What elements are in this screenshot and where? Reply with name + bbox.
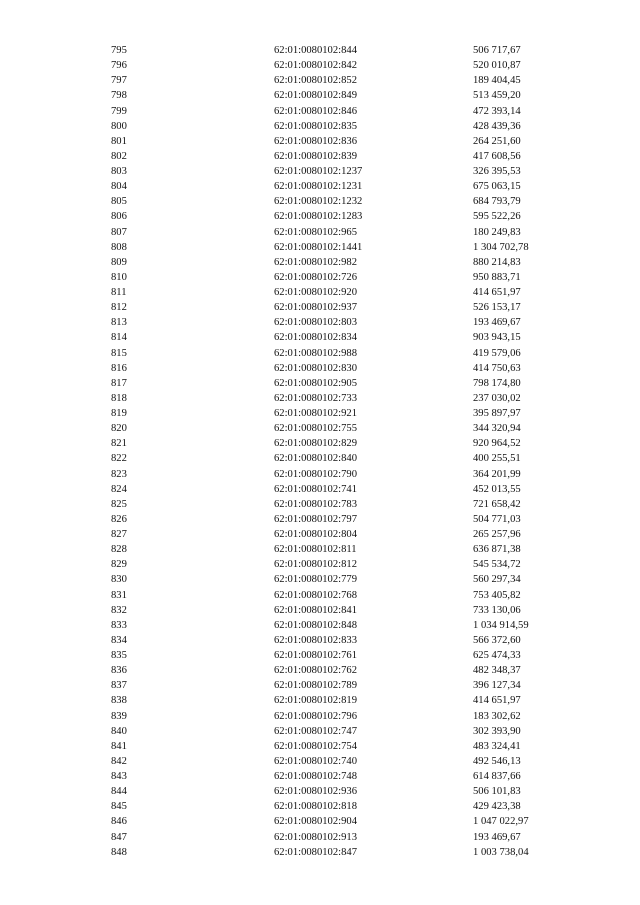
row-number-cell: 797 xyxy=(111,75,127,87)
cadastral-value-cell: 614 837,66 xyxy=(473,771,521,782)
table-row xyxy=(0,242,640,257)
cadastral-number-cell: 62:01:0080102:1237 xyxy=(274,166,363,177)
table-row xyxy=(0,801,640,816)
cadastral-value-cell: 414 651,97 xyxy=(473,287,521,298)
cadastral-value-cell: 950 883,71 xyxy=(473,271,521,283)
table-row xyxy=(0,378,640,393)
cadastral-number-cell: 62:01:0080102:779 xyxy=(274,574,357,586)
row-number-cell: 821 xyxy=(111,438,127,450)
cadastral-value-cell: 428 439,36 xyxy=(473,120,521,132)
cadastral-value-cell: 193 469,67 xyxy=(473,831,521,843)
table-row xyxy=(0,453,640,468)
cadastral-number-cell: 62:01:0080102:846 xyxy=(274,105,357,117)
table-row xyxy=(0,181,640,196)
cadastral-number-cell: 62:01:0080102:839 xyxy=(274,150,357,162)
cadastral-number-cell: 62:01:0080102:833 xyxy=(274,634,357,646)
cadastral-value-cell: 903 943,15 xyxy=(473,332,521,344)
row-number-cell: 823 xyxy=(111,468,127,480)
row-number-cell: 819 xyxy=(111,408,127,419)
row-number-cell: 838 xyxy=(111,695,127,707)
row-number-cell: 843 xyxy=(111,771,127,782)
table-row xyxy=(0,60,640,75)
row-number-cell: 820 xyxy=(111,423,127,435)
row-number-cell: 803 xyxy=(111,166,127,177)
cadastral-value-cell: 472 393,14 xyxy=(473,105,521,117)
cadastral-number-cell: 62:01:0080102:1283 xyxy=(274,211,363,223)
cadastral-number-cell: 62:01:0080102:811 xyxy=(274,544,357,556)
cadastral-number-cell: 62:01:0080102:796 xyxy=(274,710,357,722)
row-number-cell: 840 xyxy=(111,725,127,737)
cadastral-number-cell: 62:01:0080102:747 xyxy=(274,725,357,737)
row-number-cell: 825 xyxy=(111,498,127,510)
row-number-cell: 811 xyxy=(111,287,127,298)
row-number-cell: 822 xyxy=(111,453,127,465)
row-number-cell: 829 xyxy=(111,559,127,571)
cadastral-number-cell: 62:01:0080102:812 xyxy=(274,559,357,571)
cadastral-value-cell: 419 579,06 xyxy=(473,347,521,359)
cadastral-number-cell: 62:01:0080102:841 xyxy=(274,604,357,616)
table-row xyxy=(0,544,640,559)
cadastral-value-cell: 400 255,51 xyxy=(473,453,521,465)
cadastral-number-cell: 62:01:0080102:920 xyxy=(274,287,357,298)
table-row xyxy=(0,348,640,363)
row-number-cell: 816 xyxy=(111,362,127,374)
cadastral-number-cell: 62:01:0080102:830 xyxy=(274,362,357,374)
table-row xyxy=(0,605,640,620)
cadastral-value-cell: 1 003 738,04 xyxy=(473,846,529,858)
cadastral-number-cell: 62:01:0080102:768 xyxy=(274,589,357,601)
table-row xyxy=(0,484,640,499)
cadastral-number-cell: 62:01:0080102:936 xyxy=(274,786,357,798)
row-number-cell: 830 xyxy=(111,574,127,586)
cadastral-value-cell: 1 047 022,97 xyxy=(473,816,529,828)
cadastral-value-cell: 798 174,80 xyxy=(473,377,521,389)
cadastral-value-cell: 513 459,20 xyxy=(473,90,521,102)
table-row xyxy=(0,45,640,60)
cadastral-value-cell: 545 534,72 xyxy=(473,559,521,571)
cadastral-number-cell: 62:01:0080102:842 xyxy=(274,60,357,72)
cadastral-number-cell: 62:01:0080102:848 xyxy=(274,619,357,631)
row-number-cell: 839 xyxy=(111,710,127,722)
cadastral-number-cell: 62:01:0080102:904 xyxy=(274,816,357,828)
cadastral-number-cell: 62:01:0080102:789 xyxy=(274,680,357,692)
table-row xyxy=(0,332,640,347)
cadastral-value-cell: 183 302,62 xyxy=(473,710,521,722)
row-number-cell: 818 xyxy=(111,392,127,404)
row-number-cell: 848 xyxy=(111,846,127,858)
cadastral-number-cell: 62:01:0080102:1231 xyxy=(274,181,363,193)
cadastral-value-cell: 482 348,37 xyxy=(473,665,521,677)
table-row xyxy=(0,136,640,151)
row-number-cell: 846 xyxy=(111,816,127,828)
table-row xyxy=(0,499,640,514)
row-number-cell: 844 xyxy=(111,786,127,798)
table-row xyxy=(0,832,640,847)
table-row xyxy=(0,90,640,105)
row-number-cell: 836 xyxy=(111,665,127,677)
table-row xyxy=(0,786,640,801)
cadastral-number-cell: 62:01:0080102:1232 xyxy=(274,196,363,208)
cadastral-number-cell: 62:01:0080102:761 xyxy=(274,650,357,661)
row-number-cell: 827 xyxy=(111,529,127,540)
cadastral-value-cell: 492 546,13 xyxy=(473,755,521,767)
cadastral-number-cell: 62:01:0080102:762 xyxy=(274,665,357,677)
cadastral-value-cell: 417 608,56 xyxy=(473,150,521,162)
cadastral-value-cell: 880 214,83 xyxy=(473,256,521,268)
cadastral-value-cell: 264 251,60 xyxy=(473,135,521,147)
cadastral-number-cell: 62:01:0080102:819 xyxy=(274,695,357,707)
cadastral-number-cell: 62:01:0080102:829 xyxy=(274,438,357,450)
cadastral-number-cell: 62:01:0080102:1441 xyxy=(274,241,363,253)
cadastral-number-cell: 62:01:0080102:982 xyxy=(274,256,357,268)
table-row xyxy=(0,741,640,756)
cadastral-number-cell: 62:01:0080102:804 xyxy=(274,529,357,540)
table-row xyxy=(0,257,640,272)
cadastral-number-cell: 62:01:0080102:818 xyxy=(274,801,357,813)
table-row xyxy=(0,317,640,332)
row-number-cell: 802 xyxy=(111,150,127,162)
cadastral-value-cell: 675 063,15 xyxy=(473,181,521,193)
table-row xyxy=(0,196,640,211)
row-number-cell: 809 xyxy=(111,256,127,268)
cadastral-value-cell: 636 871,38 xyxy=(473,544,521,556)
cadastral-value-cell: 414 651,97 xyxy=(473,695,521,707)
table-row xyxy=(0,756,640,771)
cadastral-value-cell: 414 750,63 xyxy=(473,362,521,374)
row-number-cell: 800 xyxy=(111,120,127,132)
row-number-cell: 808 xyxy=(111,241,127,253)
table-row xyxy=(0,620,640,635)
cadastral-value-cell: 506 101,83 xyxy=(473,786,521,798)
cadastral-number-cell: 62:01:0080102:740 xyxy=(274,755,357,767)
row-number-cell: 835 xyxy=(111,650,127,661)
table-row xyxy=(0,469,640,484)
row-number-cell: 826 xyxy=(111,513,127,525)
cadastral-value-table xyxy=(0,45,640,862)
table-row xyxy=(0,726,640,741)
cadastral-number-cell: 62:01:0080102:836 xyxy=(274,135,357,147)
table-row xyxy=(0,211,640,226)
row-number-cell: 828 xyxy=(111,544,127,556)
cadastral-number-cell: 62:01:0080102:937 xyxy=(274,302,357,314)
row-number-cell: 817 xyxy=(111,377,127,389)
row-number-cell: 824 xyxy=(111,483,127,495)
cadastral-number-cell: 62:01:0080102:797 xyxy=(274,513,357,525)
table-row xyxy=(0,423,640,438)
row-number-cell: 805 xyxy=(111,196,127,208)
row-number-cell: 842 xyxy=(111,755,127,767)
table-row xyxy=(0,514,640,529)
table-row xyxy=(0,665,640,680)
table-row xyxy=(0,650,640,665)
cadastral-value-cell: 326 395,53 xyxy=(473,166,521,177)
cadastral-value-cell: 733 130,06 xyxy=(473,604,521,616)
cadastral-number-cell: 62:01:0080102:840 xyxy=(274,453,357,465)
row-number-cell: 806 xyxy=(111,211,127,223)
table-row xyxy=(0,695,640,710)
cadastral-value-cell: 520 010,87 xyxy=(473,60,521,72)
table-row xyxy=(0,590,640,605)
table-row xyxy=(0,302,640,317)
cadastral-value-cell: 1 304 702,78 xyxy=(473,241,529,253)
table-row xyxy=(0,393,640,408)
cadastral-value-cell: 684 793,79 xyxy=(473,196,521,208)
table-row xyxy=(0,771,640,786)
cadastral-value-cell: 1 034 914,59 xyxy=(473,619,529,631)
cadastral-value-cell: 189 404,45 xyxy=(473,75,521,87)
cadastral-number-cell: 62:01:0080102:835 xyxy=(274,120,357,132)
cadastral-value-cell: 193 469,67 xyxy=(473,317,521,329)
table-row xyxy=(0,151,640,166)
table-row xyxy=(0,574,640,589)
table-row xyxy=(0,438,640,453)
cadastral-number-cell: 62:01:0080102:852 xyxy=(274,75,357,87)
cadastral-value-cell: 566 372,60 xyxy=(473,634,521,646)
table-row xyxy=(0,166,640,181)
cadastral-number-cell: 62:01:0080102:905 xyxy=(274,377,357,389)
cadastral-value-cell: 920 964,52 xyxy=(473,438,521,450)
cadastral-number-cell: 62:01:0080102:913 xyxy=(274,831,357,843)
table-row xyxy=(0,816,640,831)
cadastral-value-cell: 625 474,33 xyxy=(473,650,521,661)
cadastral-number-cell: 62:01:0080102:834 xyxy=(274,332,357,344)
table-row xyxy=(0,408,640,423)
row-number-cell: 796 xyxy=(111,60,127,72)
cadastral-value-cell: 396 127,34 xyxy=(473,680,521,692)
table-row xyxy=(0,227,640,242)
table-row xyxy=(0,635,640,650)
cadastral-number-cell: 62:01:0080102:741 xyxy=(274,483,357,495)
cadastral-value-cell: 180 249,83 xyxy=(473,226,521,238)
cadastral-value-cell: 560 297,34 xyxy=(473,574,521,586)
cadastral-number-cell: 62:01:0080102:844 xyxy=(274,45,357,56)
row-number-cell: 795 xyxy=(111,45,127,56)
row-number-cell: 812 xyxy=(111,302,127,314)
row-number-cell: 799 xyxy=(111,105,127,117)
table-row xyxy=(0,680,640,695)
table-row xyxy=(0,559,640,574)
cadastral-value-cell: 364 201,99 xyxy=(473,468,521,480)
cadastral-number-cell: 62:01:0080102:726 xyxy=(274,271,357,283)
cadastral-value-cell: 344 320,94 xyxy=(473,423,521,435)
cadastral-number-cell: 62:01:0080102:783 xyxy=(274,498,357,510)
cadastral-value-cell: 526 153,17 xyxy=(473,302,521,314)
row-number-cell: 807 xyxy=(111,226,127,238)
table-row xyxy=(0,75,640,90)
row-number-cell: 841 xyxy=(111,740,127,752)
cadastral-value-cell: 265 257,96 xyxy=(473,529,521,540)
cadastral-value-cell: 237 030,02 xyxy=(473,392,521,404)
cadastral-number-cell: 62:01:0080102:754 xyxy=(274,740,357,752)
cadastral-number-cell: 62:01:0080102:921 xyxy=(274,408,357,419)
cadastral-value-cell: 504 771,03 xyxy=(473,513,521,525)
cadastral-value-cell: 395 897,97 xyxy=(473,408,521,419)
table-row xyxy=(0,529,640,544)
row-number-cell: 831 xyxy=(111,589,127,601)
table-row xyxy=(0,272,640,287)
row-number-cell: 801 xyxy=(111,135,127,147)
cadastral-value-cell: 483 324,41 xyxy=(473,740,521,752)
cadastral-value-cell: 302 393,90 xyxy=(473,725,521,737)
table-row xyxy=(0,363,640,378)
cadastral-number-cell: 62:01:0080102:755 xyxy=(274,423,357,435)
cadastral-number-cell: 62:01:0080102:790 xyxy=(274,468,357,480)
cadastral-value-cell: 721 658,42 xyxy=(473,498,521,510)
row-number-cell: 832 xyxy=(111,604,127,616)
table-row xyxy=(0,711,640,726)
cadastral-value-cell: 753 405,82 xyxy=(473,589,521,601)
row-number-cell: 810 xyxy=(111,271,127,283)
table-row xyxy=(0,106,640,121)
cadastral-number-cell: 62:01:0080102:965 xyxy=(274,226,357,238)
row-number-cell: 813 xyxy=(111,317,127,329)
row-number-cell: 815 xyxy=(111,347,127,359)
cadastral-value-cell: 595 522,26 xyxy=(473,211,521,223)
row-number-cell: 833 xyxy=(111,619,127,631)
cadastral-number-cell: 62:01:0080102:847 xyxy=(274,846,357,858)
cadastral-number-cell: 62:01:0080102:733 xyxy=(274,392,357,404)
cadastral-value-cell: 429 423,38 xyxy=(473,801,521,813)
cadastral-number-cell: 62:01:0080102:988 xyxy=(274,347,357,359)
cadastral-value-cell: 452 013,55 xyxy=(473,483,521,495)
row-number-cell: 837 xyxy=(111,680,127,692)
table-row xyxy=(0,287,640,302)
cadastral-number-cell: 62:01:0080102:849 xyxy=(274,90,357,102)
row-number-cell: 804 xyxy=(111,181,127,193)
row-number-cell: 798 xyxy=(111,90,127,102)
cadastral-value-cell: 506 717,67 xyxy=(473,45,521,56)
row-number-cell: 834 xyxy=(111,634,127,646)
table-row xyxy=(0,847,640,862)
row-number-cell: 847 xyxy=(111,831,127,843)
table-row xyxy=(0,121,640,136)
row-number-cell: 814 xyxy=(111,332,127,344)
cadastral-number-cell: 62:01:0080102:803 xyxy=(274,317,357,329)
row-number-cell: 845 xyxy=(111,801,127,813)
cadastral-number-cell: 62:01:0080102:748 xyxy=(274,771,357,782)
